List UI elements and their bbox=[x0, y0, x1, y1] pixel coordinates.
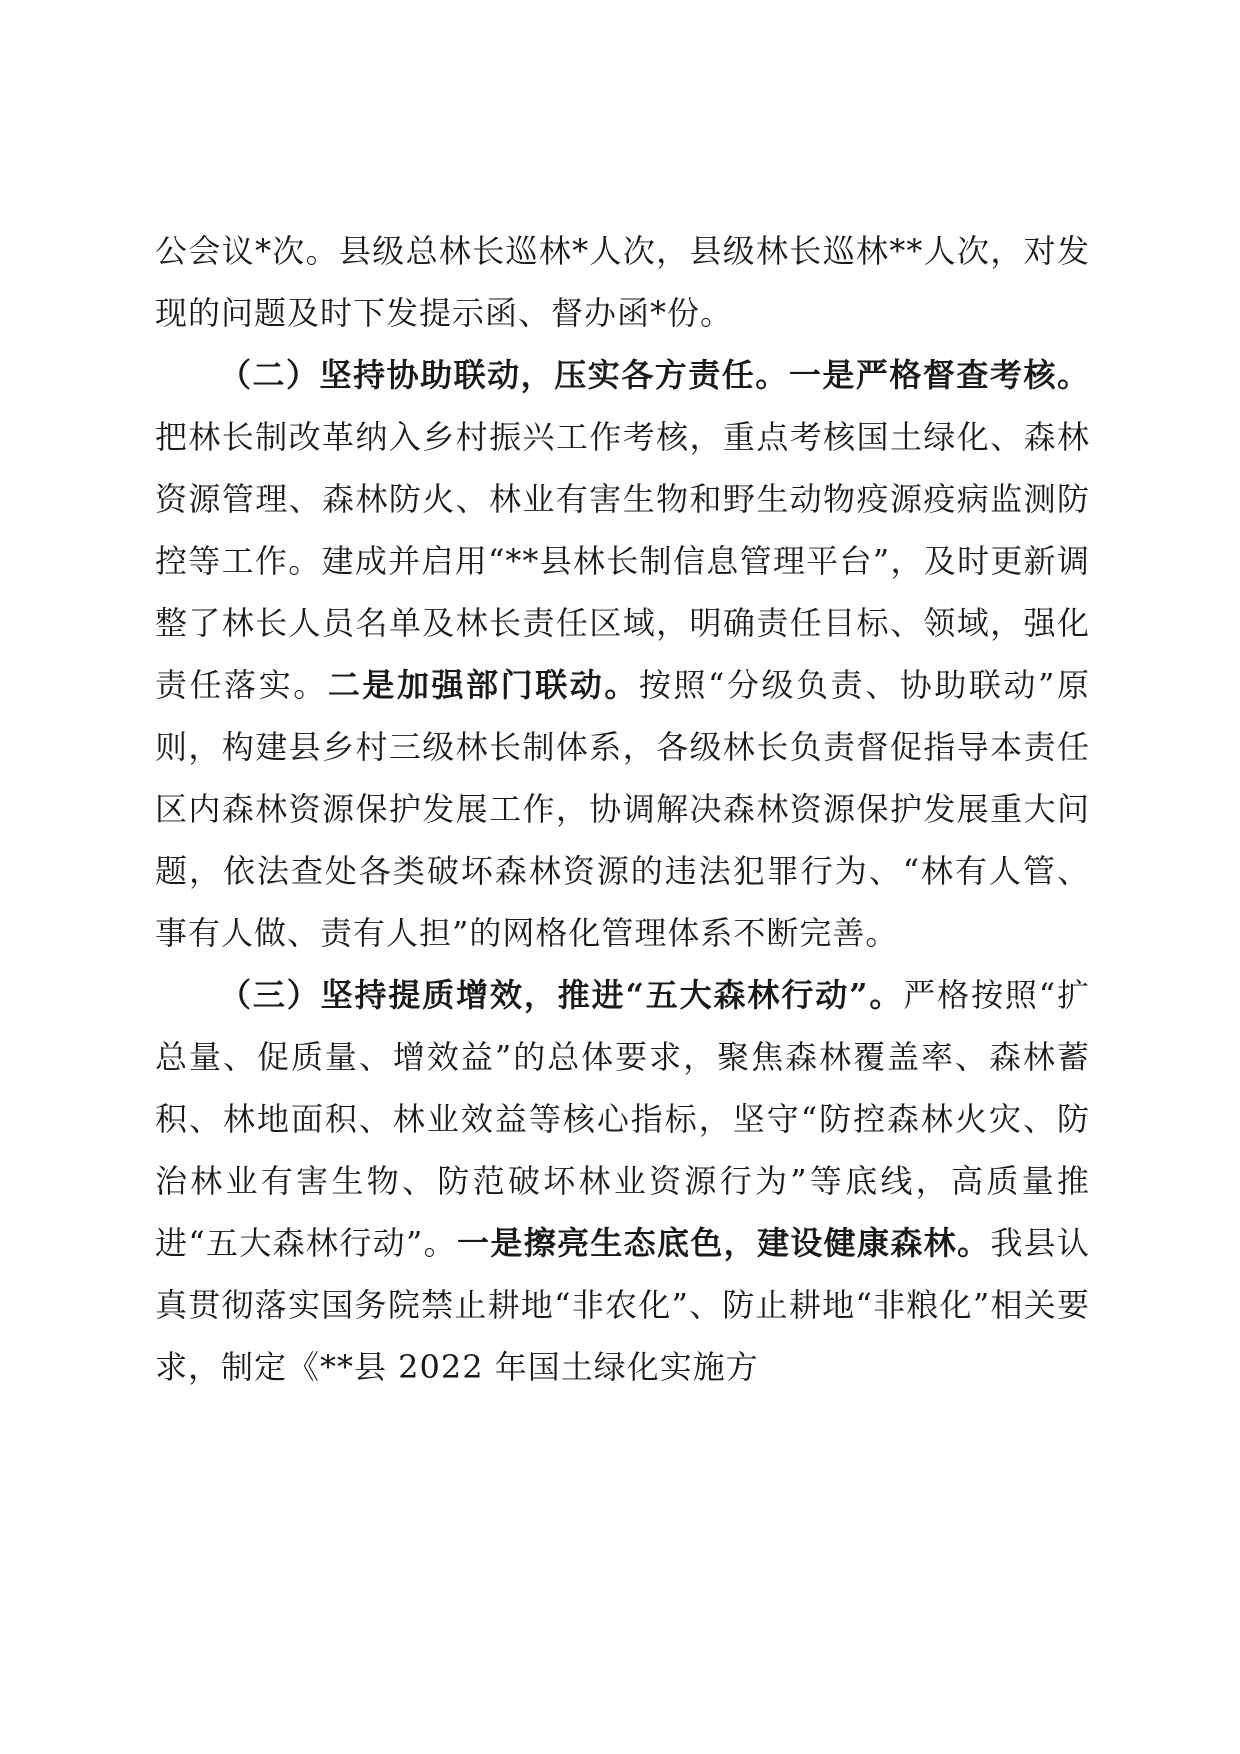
subheading-healthy-forest: 一是擦亮生态底色，建设健康森林。 bbox=[457, 1224, 991, 1262]
paragraph-section-two bbox=[155, 344, 1090, 964]
subheading-department-linkage: 二是加强部门联动。 bbox=[327, 666, 639, 704]
paragraph-text: 公会议*次。县级总林长巡林*人次，县级林长巡林**人次，对发现的问题及时下发提示函、督办函*份。 bbox=[155, 232, 1090, 332]
section-heading-three: （三）坚持提质增效，推进“五大森林行动”。 bbox=[219, 976, 904, 1014]
paragraph-text: 把林长制改革纳入乡村振兴工作考核，重点考核国土绿化、森林资源管理、森林防火、林业有害生物和野生动物疫源疫病监测防控等工作。建成并启用“**县林长制信息管理平台”，及时更新调整了林长人员名单及林长责任区域，明确责任目标、领域，强化责任落实。 bbox=[155, 418, 1090, 704]
paragraph-text: 按照“分级负责、协助联动”原则，构建县乡村三级林长制体系，各级林长负责督促指导本责任区内森林资源保护发展工作，协调解决森林资源保护发展重大问题，依法查处各类破坏森林资源的违法犯罪行为、“林有人管、事有人做、责有人担”的网格化管理体系不断完善。 bbox=[155, 666, 1090, 952]
document-body bbox=[155, 220, 1090, 1398]
paragraph-text: 我县认真贯彻落实国务院禁止耕地“非农化”、防止耕地“非粮化”相关要求，制定《**县 2022 年国土绿化实施方 bbox=[155, 1224, 1090, 1386]
paragraph-section-three bbox=[155, 964, 1090, 1398]
paragraph-continuation bbox=[155, 220, 1090, 344]
paragraph-text: 严格按照“扩总量、促质量、增效益”的总体要求，聚焦森林覆盖率、森林蓄积、林地面积、林业效益等核心指标，坚守“防控森林火灾、防治林业有害生物、防范破坏林业资源行为”等底线，高质量推进“五大森林行动”。 bbox=[155, 976, 1090, 1262]
section-heading-two: （二）坚持协助联动，压实各方责任。一是严格督查考核。 bbox=[219, 356, 1090, 394]
